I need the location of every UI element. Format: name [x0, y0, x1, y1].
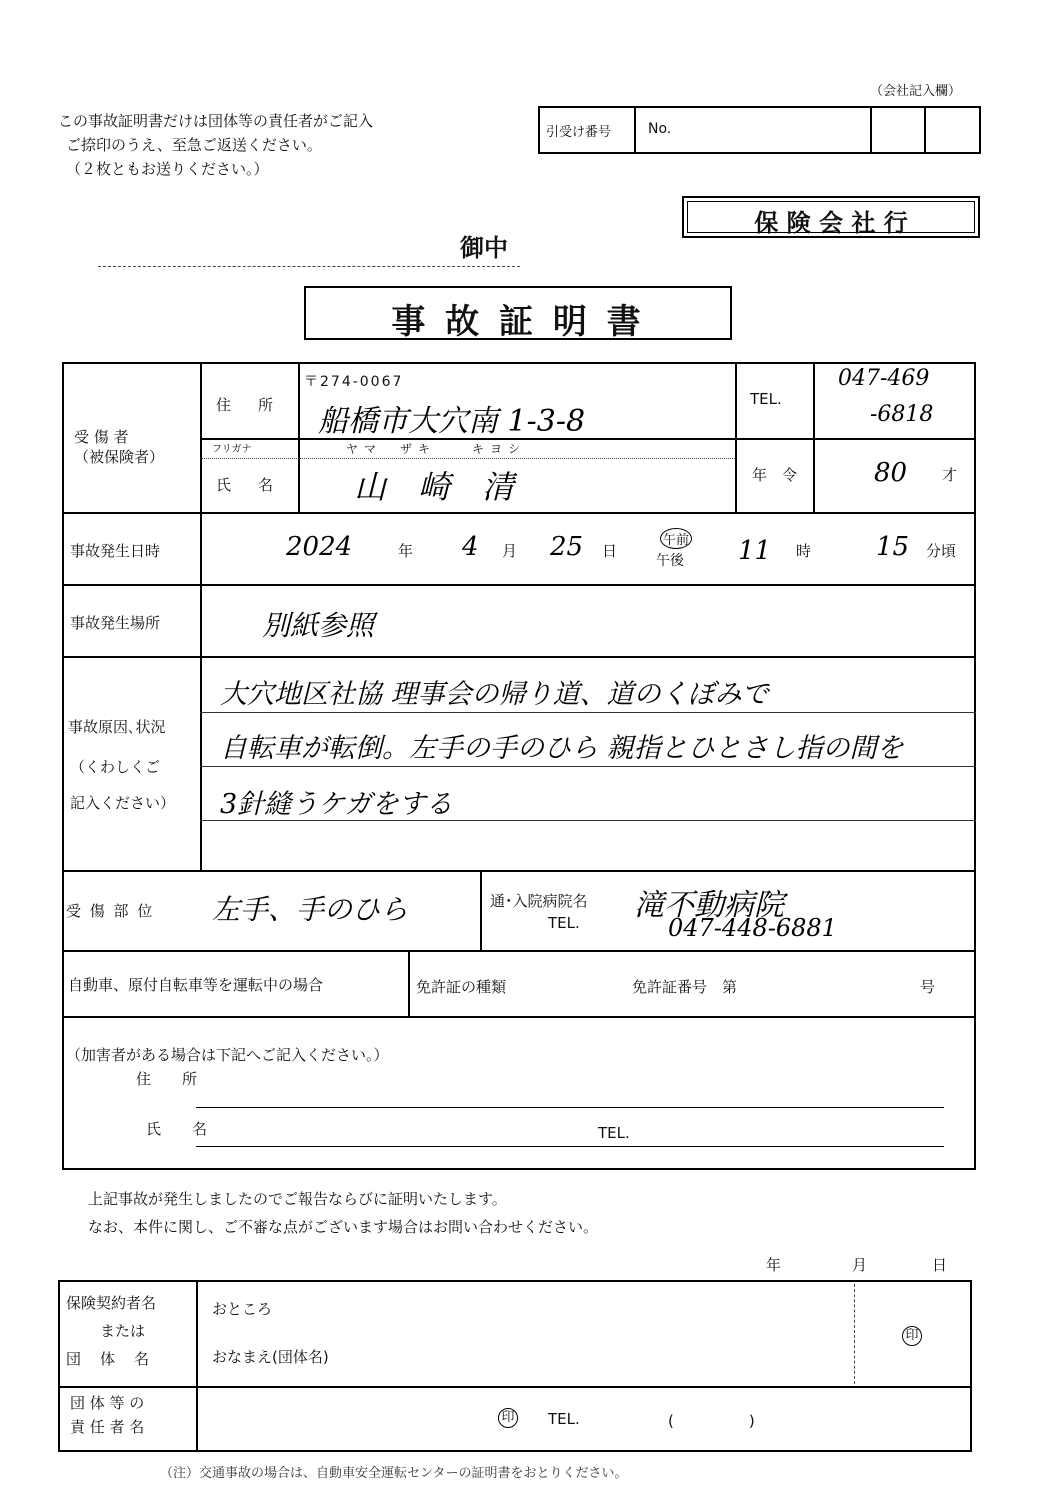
age-value[interactable]: 80 [874, 458, 908, 488]
certification-line-1: 上記事故が発生しましたのでご報告ならびに証明いたします。 [88, 1190, 507, 1208]
reference-number-cell-2[interactable] [928, 112, 974, 148]
cause-line-3[interactable]: 3針縫うケガをする [220, 789, 453, 820]
assailant-address-label: 住 所 [136, 1070, 206, 1088]
page-title: 事 故 証 明 書 [391, 302, 645, 342]
title-box [304, 286, 732, 340]
cert-year-unit: 年 [766, 1256, 782, 1274]
resp-tel-paren[interactable]: ( ) [668, 1412, 755, 1430]
insurer-stamp [682, 196, 980, 238]
resp-label-1: 団 体 等 の [70, 1394, 145, 1412]
hour-unit: 時 [796, 542, 812, 560]
resp-seal[interactable]: 印 [498, 1408, 518, 1428]
resp-tel-label: TEL. [548, 1410, 580, 1428]
hour-value[interactable]: 11 [738, 536, 772, 566]
assailant-name-label: 氏 名 [146, 1120, 216, 1138]
tel-value-2[interactable]: -6818 [870, 402, 934, 427]
contractor-address-label: おところ [212, 1300, 273, 1318]
company-note: （会社記入欄） [870, 84, 962, 99]
minute-value[interactable]: 15 [876, 532, 910, 562]
cause-label-3: 記入ください） [70, 794, 176, 812]
furigana-label: フリガナ [212, 444, 252, 455]
hospital-tel-label: TEL. [548, 914, 580, 932]
tel-value-1[interactable]: 047-469 [838, 366, 930, 391]
cause-label-1: 事故原因､状況 [68, 718, 166, 736]
postal-code[interactable]: 〒274-0067 [304, 374, 404, 390]
address-value[interactable]: 船橋市大穴南 1-3-8 [318, 404, 586, 439]
place-value[interactable]: 別紙参照 [262, 609, 375, 642]
hospital-value[interactable]: 滝不動病院 [634, 888, 784, 923]
name-value[interactable]: 山 崎 清 [354, 468, 515, 506]
license-type-label: 免許証の種類 [416, 978, 507, 996]
instruction-line-3: （２枚ともお送りください。） [66, 160, 269, 178]
certification-line-2: なお、本件に関し、ご不審な点がございます場合はお問い合わせください。 [88, 1218, 599, 1236]
month-value[interactable]: 4 [462, 532, 479, 562]
injured-section-label: 受 傷 者 [74, 428, 129, 446]
contractor-label-1: 保険契約者名 [66, 1294, 157, 1312]
cert-month-unit: 月 [852, 1256, 868, 1274]
injury-label: 受 傷 部 位 [66, 902, 155, 920]
license-no-suffix: 号 [920, 978, 936, 996]
am-option-circled[interactable]: 午前 [660, 528, 692, 549]
footer-note: （注）交通事故の場合は、自動車安全運転センターの証明書をおとりください。 [160, 1466, 628, 1481]
reference-label: 引受け番号 [546, 125, 612, 140]
age-label: 年 令 [752, 466, 798, 484]
contractor-seal[interactable]: 印 [902, 1326, 922, 1346]
cause-line-1[interactable]: 大穴地区社協 理事会の帰り道、道のくぼみで [220, 679, 769, 710]
reference-number-box [538, 106, 981, 154]
driving-label: 自動車、原付自転車等を運転中の場合 [68, 976, 324, 994]
minute-unit: 分頃 [926, 542, 957, 560]
cause-line-2[interactable]: 自転車が転倒。左手の手のひら 親指とひとさし指の間を [220, 733, 904, 764]
year-value[interactable]: 2024 [286, 532, 353, 562]
onchu-label: 御中 [460, 234, 508, 262]
contractor-label-3: 団 体 名 [66, 1350, 152, 1368]
hospital-tel-value[interactable]: 047-448-6881 [668, 914, 837, 942]
age-unit: 才 [942, 466, 958, 484]
assailant-tel-label: TEL. [598, 1124, 630, 1142]
cause-label-2: （くわしくご [70, 758, 161, 776]
reference-no-label: No. [648, 121, 672, 137]
furigana-value[interactable]: ヤマ ザキ キヨシ [346, 442, 527, 456]
injury-value[interactable]: 左手、手のひら [212, 893, 409, 926]
addressee-line[interactable] [98, 266, 520, 267]
day-unit: 日 [602, 542, 618, 560]
instruction-line-2: ご捺印のうえ、至急ご返送ください。 [66, 136, 322, 154]
license-no-label: 免許証番号 第 [632, 978, 738, 996]
hospital-label: 通･入院病院名 [490, 892, 588, 910]
instruction-line-1: この事故証明書だけは団体等の責任者がご記入 [58, 112, 374, 130]
pm-option[interactable]: 午後 [656, 553, 684, 569]
contractor-label-2: または [100, 1322, 146, 1340]
name-label: 氏 名 [216, 476, 280, 494]
datetime-label: 事故発生日時 [70, 542, 161, 560]
assailant-note: （加害者がある場合は下記へご記入ください。） [66, 1046, 389, 1064]
resp-label-2: 責 任 者 名 [70, 1418, 145, 1436]
cert-day-unit: 日 [932, 1256, 948, 1274]
address-label: 住 所 [216, 396, 280, 414]
insurer-stamp-text: 保 険 会 社 行 [754, 209, 908, 237]
year-unit: 年 [398, 542, 414, 560]
reference-number-cell-1[interactable] [874, 112, 920, 148]
injured-section-sublabel: （被保険者） [74, 448, 165, 466]
contractor-name-label: おなまえ(団体名) [212, 1348, 329, 1366]
tel-label: TEL. [750, 390, 782, 408]
day-value[interactable]: 25 [550, 532, 584, 562]
month-unit: 月 [502, 542, 518, 560]
place-label: 事故発生場所 [70, 614, 161, 632]
